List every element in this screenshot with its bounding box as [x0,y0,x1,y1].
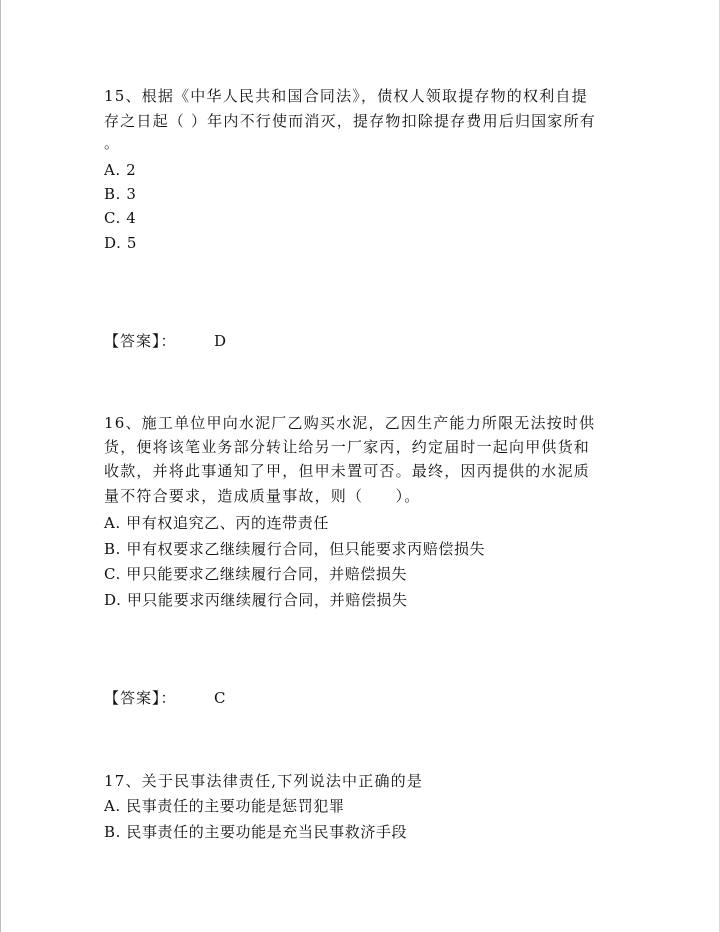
question-17-option-b: B. 民事责任的主要功能是充当民事救济手段 [104,823,408,841]
question-15-line-1: 15、根据《中华人民共和国合同法》，债权人领取提存物的权利自提 [104,87,588,105]
question-17-line-1: 17、关于民事法律责任,下列说法中正确的是 [104,772,424,790]
answer-value: C [214,689,226,707]
answer-value: D [214,332,227,350]
question-17-option-a: A. 民事责任的主要功能是惩罚犯罪 [104,797,345,815]
question-15-option-a: A. 2 [104,161,137,179]
question-15-answer [104,331,227,351]
question-15-option-d: D. 5 [104,234,137,252]
question-16-option-d: D. 甲只能要求丙继续履行合同，并赔偿损失 [104,591,408,609]
question-16-answer [104,688,226,708]
question-15-line-3: 。 [104,134,121,152]
answer-label: 【答案】： [104,689,177,707]
question-15-option-b: B. 3 [104,185,137,203]
question-16-line-4: 量不符合要求，造成质量事故，则（ ）。 [104,487,421,505]
question-15-line-2: 存之日起（ ）年内不行使而消灭，提存物扣除提存费用后归国家所有 [104,112,596,130]
page-left-border [0,0,1,932]
question-16-line-1: 16、施工单位甲向水泥厂乙购买水泥，乙因生产能力所限无法按时供 [104,414,596,432]
question-16-line-3: 收款，并将此事通知了甲，但甲未置可否。最终，因丙提供的水泥质 [104,462,591,480]
answer-label: 【答案】： [104,332,177,350]
question-16-line-2: 货，便将该笔业务部分转让给另一厂家丙，约定届时一起向甲供货和 [104,438,591,456]
question-16-option-b: B. 甲有权要求乙继续履行合同，但只能要求丙赔偿损失 [104,540,486,558]
question-15-option-c: C. 4 [104,209,137,227]
question-16-option-c: C. 甲只能要求乙继续履行合同，并赔偿损失 [104,565,408,583]
question-16-option-a: A. 甲有权追究乙、丙的连带责任 [104,514,329,532]
